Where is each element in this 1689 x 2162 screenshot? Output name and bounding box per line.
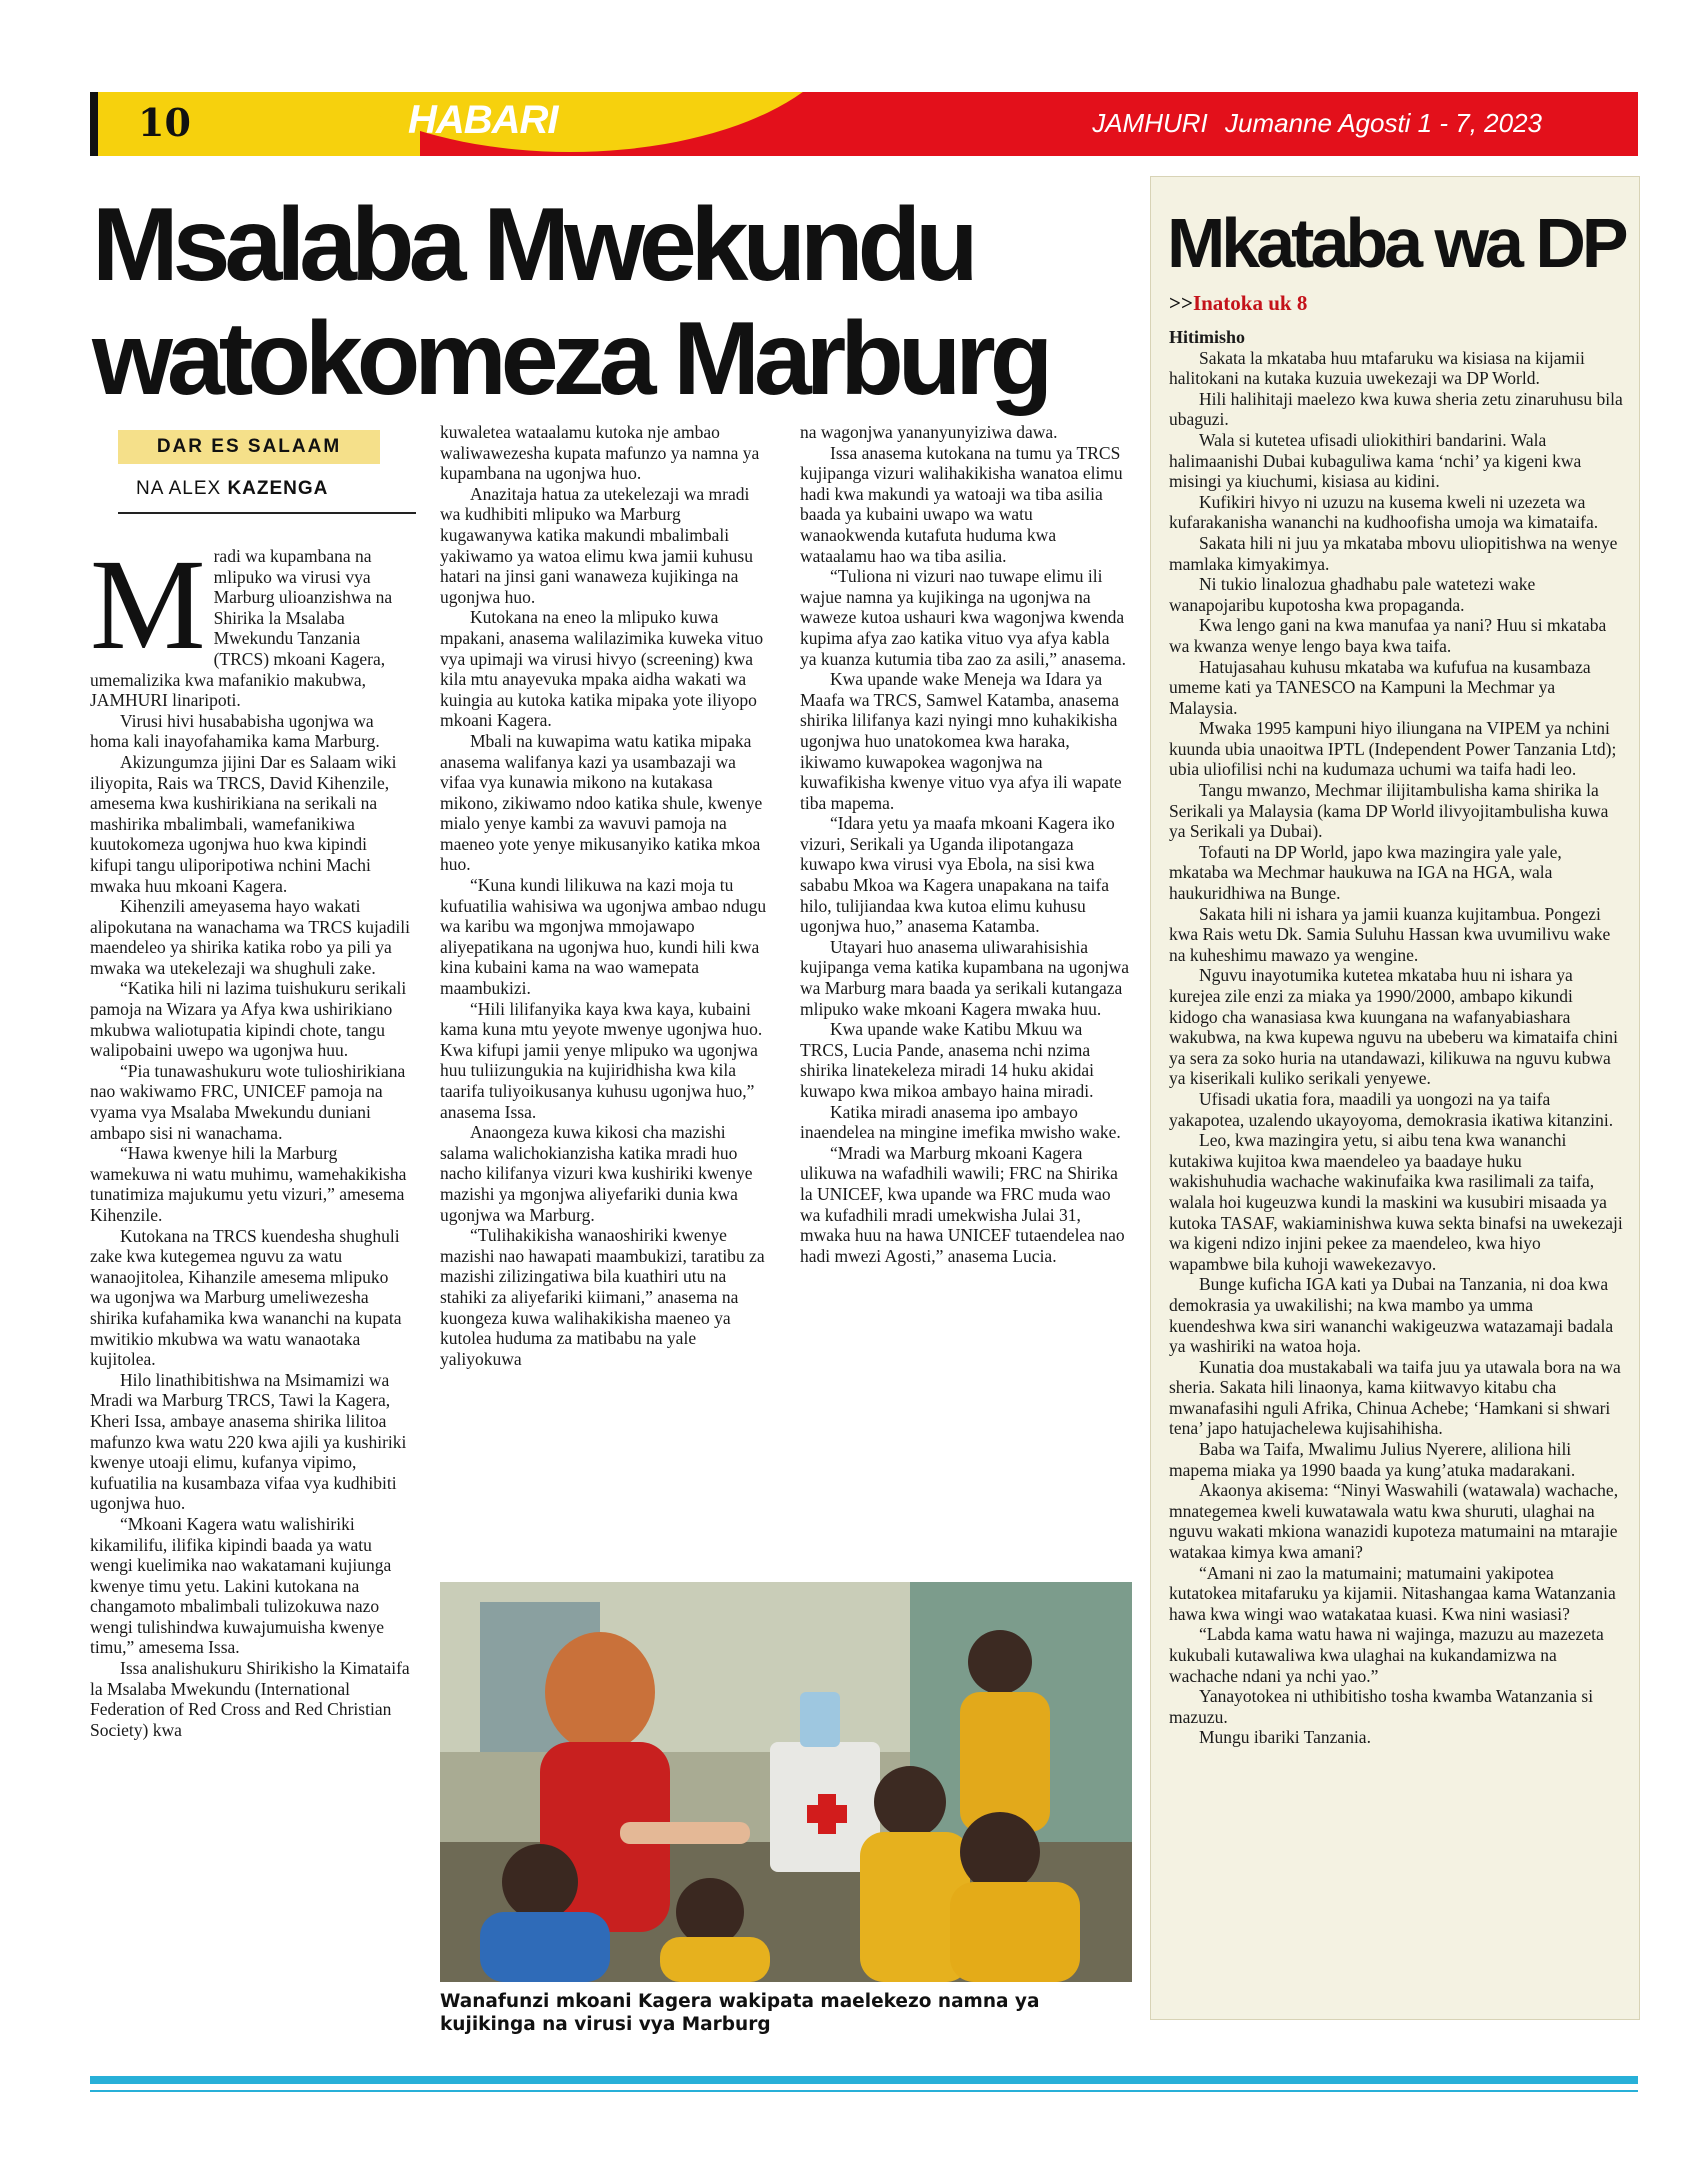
- article-column-2: [440, 422, 770, 1369]
- paragraph: “Tuliona ni vizuri nao tuwape elimu ili wajue namna ya kujikinga na ugonjwa na waweze kutoa ushauri kwa wagonjwa kwenda kupima afya zao katika vituo vya afya kabla ya kuanza kutumia tiba zao za asili,” anasema.: [800, 566, 1127, 669]
- paragraph: Wala si kutetea ufisadi uliokithiri bandarini. Wala halimaanishi Dubai kubaguliwa kama ‘nchi’ ya kigeni kwa misingi ya kiuchumi, kisiasa au kidini.: [1169, 429, 1582, 492]
- continued-from: [1169, 291, 1307, 316]
- paragraph: Mbali na kuwapima watu katika mipaka anasema walifanya kazi ya usambazaji wa vifaa vya kunawia mikono na kutakasa mikono, zikiwamo ndoo katika shule, kwenye mialo yenye kambi za wavuvi pamoja na maeneo yote yenye mikusanyiko katika mkoa huo.: [440, 730, 763, 875]
- paragraph: “Labda kama watu hawa ni wajinga, mazuzu au mazezeta kukubali kutawaliwa kwa ulaghai na kukandamizwa na wachache ndani ya nchi yao.”: [1169, 1624, 1604, 1686]
- paragraph: na wagonjwa yananyunyiziwa dawa.: [800, 422, 1058, 442]
- headline-line-1: Msalaba Mwekundu: [92, 187, 973, 303]
- paragraph: Akizungumza jijini Dar es Salaam wiki iliyopita, Rais wa TRCS, David Kihenzile, amesema kwa kushirikiana na serikali na mashirika mbalimbali, wamefanikiwa kuutokomeza ugonjwa huo kwa kipindi kifupi tangu uliporipotiwa nchini Machi mwaka huu mkoani Kagera.: [90, 751, 397, 896]
- article-column-1: [90, 533, 410, 1740]
- paragraph: “Mradi wa Marburg mkoani Kagera ulikuwa na wafadhili wawili; FRC na Shirika la UNICEF, kwa upande wa FRC muda wao wa kufadhili mradi umekwisha Julai 31, mwaka huu na hawa UNICEF tutaendelea nao hadi mwezi Agosti,” anasema Lucia.: [800, 1142, 1125, 1266]
- paragraph: “Kuna kundi lilikuwa na kazi moja tu kufuatilia wahisiwa wa ugonjwa ambao ndugu wa karibu wa mgonjwa mmojawapo aliyepatikana na ugonjwa huo, kundi hili kwa kina kubaini kama na wao wamepata maambukizi.: [440, 875, 767, 999]
- paragraph: “Idara yetu ya maafa mkoani Kagera iko vizuri, Serikali ya Uganda ilipotangaza kuwapo kwa virusi vya Ebola, na sisi kwa sababu Mkoa wa Kagera unapakana na taifa hilo, tulijiandaa kwa kutoa elimu kuhusu ugonjwa huo,” anasema Katamba.: [800, 813, 1115, 937]
- paragraph: Anaongeza kuwa kikosi cha mazishi salama walichokianzisha katika mradi huo nacho kilifanya vizuri kwa kushiriki kwenye mazishi ya mgonjwa aliyefariki dunia kwa ugonjwa wa Marburg.: [440, 1122, 753, 1225]
- paragraph: Sakata hili ni juu ya mkataba mbovu uliopitishwa na wenye mamlaka kimyakimya.: [1169, 532, 1618, 574]
- footer-rule-thick: [90, 2076, 1638, 2084]
- paragraph: Hatujasahau kuhusu mkataba wa kufufua na kusambaza umeme kati ya TANESCO na Kampuni la Mechmar ya Malaysia.: [1169, 656, 1591, 718]
- paragraph: “Mkoani Kagera watu walishiriki kikamilifu, ilifika kipindi baada ya watu wengi kuelimika nao wakatamani kujiunga kwenye timu yetu. Lakini kutokana na changamoto mbalimbali tulizokuwa nazo wengi tulishindwa kuwajumuisha kwenye timu,” amesema Issa.: [90, 1513, 392, 1658]
- dropcap-letter: M: [90, 533, 206, 677]
- paragraph: Nguvu inayotumika kutetea mkataba huu ni ishara ya kurejea zile enzi za miaka ya 1990/2000, ambapo kikundi kidogo cha wanasiasa kwa kuungana na wafanyabiashara wakubwa, na kwa kupewa nguvu na ubeberu wa kimataifa chini ya sera za soko huria na utandawazi, kilikuwa na nguvu kubwa ya kiserikali kuliko serikali yenyewe.: [1169, 965, 1619, 1089]
- paragraph: Sakata la mkataba huu mtafaruku wa kisiasa na kijamii halitokani na kutaka kuzuia uwekezaji wa DP World.: [1169, 347, 1585, 389]
- article-headline: [92, 188, 1142, 416]
- city-label: DAR ES SALAAM: [118, 430, 380, 464]
- paragraph: “Pia tunawashukuru wote tulioshirikiana nao wakiwamo FRC, UNICEF pamoja na vyama vya Msalaba Mwekundu duniani ambapo sisi ni wanachama.: [90, 1060, 406, 1143]
- paragraph: Kihenzili ameyasema hayo wakati alipokutana na wanachama wa TRCS kujadili maendeleo ya shirika katika robo ya pili ya mwaka wa utekelezaji wa shughuli zake.: [90, 896, 410, 978]
- article-photo: [440, 1582, 1132, 1982]
- section-label: HABARI: [408, 98, 558, 142]
- paragraph: Ni tukio linalozua ghadhabu pale watetezi wake wanapojaribu kupotosha kwa propaganda.: [1169, 574, 1536, 615]
- paragraph: “Hili lilifanyika kaya kwa kaya, kubaini kama kuna mtu yeyote mwenye ugonjwa huo. Kwa kifupi jamii yenye mlipuko wa ugonjwa huu tuliizungukia na kujiridhisha kwa kila taarifa tuliyoikusanya kuhusu ugonjwa huo,” anasema Issa.: [440, 998, 763, 1122]
- continued-text: Inatoka uk 8: [1192, 291, 1308, 315]
- paragraph: radi wa kupambana na mlipuko wa virusi vya Marburg ulioanzishwa na Shirika la Msalaba Mwekundu Tanzania (TRCS) mkoani Kagera, umemalizika kwa mafanikio makubwa, JAMHURI linaripoti.: [90, 546, 393, 711]
- paragraph: Ufisadi ukatia fora, maadili ya uongozi na ya taifa yakapotea, uzalendo ukayoyoma, demokrasia ikatiwa kitanzini.: [1169, 1088, 1614, 1130]
- paragraph: Kutokana na eneo la mlipuko kuwa mpakani, anasema walilazimika kuweka vituo vya upimaji wa virusi hivyo (screening) kwa kila mtu anayevuka mpaka aidha wakati wa kuingia au kutoka katika mipaka yote iliyopo mkoani Kagera.: [440, 607, 764, 731]
- dateline: [1082, 108, 1542, 139]
- byline-rule: [118, 512, 416, 514]
- paragraph: Katika miradi anasema ipo ambayo inaendelea na mingine imefika mwisho wake.: [800, 1101, 1121, 1143]
- paragraph: Kufikiri hivyo ni uzuzu na kusema kweli ni uzezeta wa kufarakanisha wananchi na kudhoofisha umoja wa kimataifa.: [1169, 491, 1599, 533]
- paragraph: Issa anasema kutokana na tumu ya TRCS kujipanga vizuri walihakikisha wanatoa elimu hadi kwa makundi ya watoaji wa tiba asilia baada ya kubaini uwapo wa watu wanaokwenda kutafuta huduma kwa wataalamu hao wa tiba asilia.: [800, 442, 1123, 566]
- photo-illustration: [440, 1582, 1132, 1982]
- paragraph: Issa analishukuru Shirikisho la Kimataifa la Msalaba Mwekundu (International Federation of Red Cross and Red Christian Society) kwa: [90, 1658, 410, 1740]
- paragraph: Kutokana na TRCS kuendesha shughuli zake kwa kutegemea nguvu za watu wanaojitolea, Kihanzile amesema mlipuko wa ugonjwa wa Marburg umeliwezesha shirika kufahamika kwa wananchi na kupata mwitikio mkubwa wa watu wanaotaka kujitolea.: [90, 1225, 402, 1370]
- paragraph: Baba wa Taifa, Mwalimu Julius Nyerere, aliliona hili mapema miaka ya 1990 baada ya kung’atuka madarakani.: [1169, 1439, 1576, 1480]
- sidebar-column: [1150, 176, 1640, 2020]
- sidebar-body: [1169, 327, 1623, 1748]
- paragraph: “Hawa kwenye hili la Marburg wamekuwa ni watu muhimu, wamehakikisha tunatimiza majukumu yetu vizuri,” amesema Kihenzile.: [90, 1143, 407, 1225]
- paragraph: “Tulihakikisha wanaoshiriki kwenye mazishi nao hawapati maambukizi, taratibu za mazishi zilizingatiwa bila kuathiri utu na stahiki za aliyefariki kiimani,” anasema na kuongeza kuwa walihakikisha maeneo ya kutolea huduma za matibabu na yale yaliyokuwa: [440, 1225, 765, 1369]
- sidebar-title: Mkataba wa DP: [1167, 204, 1625, 282]
- footer-rule-thin: [90, 2090, 1638, 2092]
- headline-line-2: watokomeza Marburg: [92, 301, 1048, 417]
- paragraph: Bunge kuficha IGA kati ya Dubai na Tanzania, ni doa kwa demokrasia ya uwakilishi; na kwa mambo ya umma kuendeshwa kwa siri wananchi wakigeuzwa watazamaji badala ya washiriki na watoa hoja.: [1169, 1274, 1614, 1357]
- paragraph: Hilo linathibitishwa na Msimamizi wa Mradi wa Marburg TRCS, Tawi la Kagera, Kheri Issa, ambaye anasema shirika lilitoa mafunzo kwa watu 220 kwa ajili ya kushiriki kwenye utoaji elimu, kufanya vipimo, kufuatilia na kusambaza vifaa vya kudhibiti ugonjwa huo.: [90, 1369, 407, 1514]
- page-header-banner: [90, 92, 1638, 156]
- paragraph: Tofauti na DP World, japo kwa mazingira yale yale, mkataba wa Mechmar haukuwa na IGA na HGA, wala haukuridhiwa na Bunge.: [1169, 841, 1562, 904]
- paragraph: Kunatia doa mustakabali wa taifa juu ya utawala bora na wa sheria. Sakata hili linaonya, kama kiitwavyo kitabu cha mwanafasihi nguli Afrika, Chinua Achebe; ‘Hamkani si shwari tena’ japo hatujachelewa kujisahihisha.: [1169, 1356, 1621, 1439]
- article-column-3: [800, 422, 1130, 1266]
- issue-date: Jumanne Agosti 1 - 7, 2023: [1224, 108, 1542, 138]
- paragraph: Kwa lengo gani na kwa manufaa ya nani? Huu si mkataba wa kwanza wenye lengo baya kwa taifa.: [1169, 615, 1607, 656]
- paragraph: Anazitaja hatua za utekelezaji wa mradi wa kudhibiti mlipuko wa Marburg kugawanywa katika makundi mbalimbali yakiwamo ya watoa elimu kwa jamii kuhusu hatari na jinsi gani wanaweza kujikinga na ugonjwa huo.: [440, 483, 753, 607]
- photo-caption: Wanafunzi mkoani Kagera wakipata maelekezo namna ya kujikinga na virusi vya Marburg: [440, 1991, 1040, 2035]
- paragraph: Yanayotokea ni uthibitisho tosha kwamba Watanzania si mazuzu.: [1169, 1686, 1594, 1727]
- byline-prefix: NA ALEX: [136, 478, 222, 499]
- paragraph: “Amani ni zao la matumaini; matumaini yakipotea kutatokea mitafaruku ya kijamii. Nitashangaa kama Watanzania hawa kwa wingi wao watakataa kuasi. Kwa nini wasiasi?: [1169, 1562, 1616, 1624]
- paragraph: Kwa upande wake Meneja wa Idara ya Maafa wa TRCS, Samwel Katamba, anasema shirika lilifanya kazi nyingi mno kuhakikisha ugonjwa huo unatokomea kwa haraka, ikiwamo kuwapokea wagonjwa na kuwafikisha kwenye vituo vya afya ili wapate tiba mapema.: [800, 669, 1122, 813]
- continued-arrows: >>: [1169, 291, 1193, 315]
- paragraph: Mungu ibariki Tanzania.: [1199, 1727, 1371, 1748]
- byline: [136, 478, 328, 500]
- banner-left-rule: [90, 92, 98, 156]
- paragraph: Utayari huo anasema uliwarahisishia kujipanga vema katika kupambana na ugonjwa wa Marburg mara baada ya serikali kutangaza mlipuko wake mkoani Kagera mwaka huu.: [800, 936, 1129, 1019]
- paragraph: Leo, kwa mazingira yetu, si aibu tena kwa wananchi kutakiwa kujitoa kwa maendeleo ya baadaye huku wakishuhudia wachache wakinufaika kwa rasilimali za taifa, walala hoi kugeuzwa kundi la maskini wa kusubiri misaada ya kutoka TASAF, wakiaminishwa kuwa sekta binafsi na uwekezaji wa kigeni ndizo injini pekee za maendeleo, kwa hiyo wapambwe bila kuhoji wawekezavyo.: [1169, 1130, 1623, 1274]
- page-number: 10: [138, 100, 191, 145]
- paragraph: Hili halihitaji maelezo kwa kuwa sheria zetu zinaruhusu bila ubaguzi.: [1169, 388, 1623, 430]
- paragraph: “Katika hili ni lazima tuishukuru serikali pamoja na Wizara ya Afya kwa ushirikiano mkubwa waliotupatia kipindi chote, tangu walipobaini uwepo wa ugonjwa huu.: [90, 978, 407, 1061]
- paragraph: Sakata hili ni ishara ya jamii kuanza kujitambua. Pongezi kwa Rais wetu Dk. Samia Suluhu Hassan kwa uvumilivu wake na kuheshimu mawazo ya wengine.: [1169, 903, 1611, 965]
- paragraph: Virusi hivi husababisha ugonjwa wa homa kali inayofahamika kama Marburg.: [90, 710, 380, 752]
- sidebar-subhead: Hitimisho: [1169, 327, 1246, 347]
- paragraph: Akaonya akisema: “Ninyi Waswahili (watawala) wachache, mnategemea kweli kuwatawala watu kwa shuruti, ulaghai na nguvu wakati mkiona wanazidi kupoteza matumaini na mtarajie watakaa kimya kwa amani?: [1169, 1480, 1619, 1563]
- paper-name: JAMHURI: [1092, 108, 1208, 138]
- byline-name: KAZENGA: [227, 478, 329, 499]
- paragraph: Kwa upande wake Katibu Mkuu wa TRCS, Lucia Pande, anasema nchi nzima shirika linatekeleza miradi 14 huku akidai kuwapo kwa mikoa ambayo haina miradi.: [800, 1019, 1094, 1101]
- paragraph: Tangu mwanzo, Mechmar ilijitambulisha kama shirika la Serikali ya Malaysia (kama DP World ilivyojitambulisha kuwa ya Serikali ya Dubai).: [1169, 780, 1609, 842]
- paragraph: kuwaletea wataalamu kutoka nje ambao waliwawezesha kupata mafunzo ya namna ya kupambana na ugonjwa huo.: [440, 422, 760, 484]
- paragraph: Mwaka 1995 kampuni hiyo iliungana na VIPEM ya nchini kuunda ubia unaoitwa IPTL (Independent Power Tanzania Ltd); ubia uliofilisi nchi na kudumaza uchumi wa taifa hadi leo.: [1169, 718, 1617, 780]
